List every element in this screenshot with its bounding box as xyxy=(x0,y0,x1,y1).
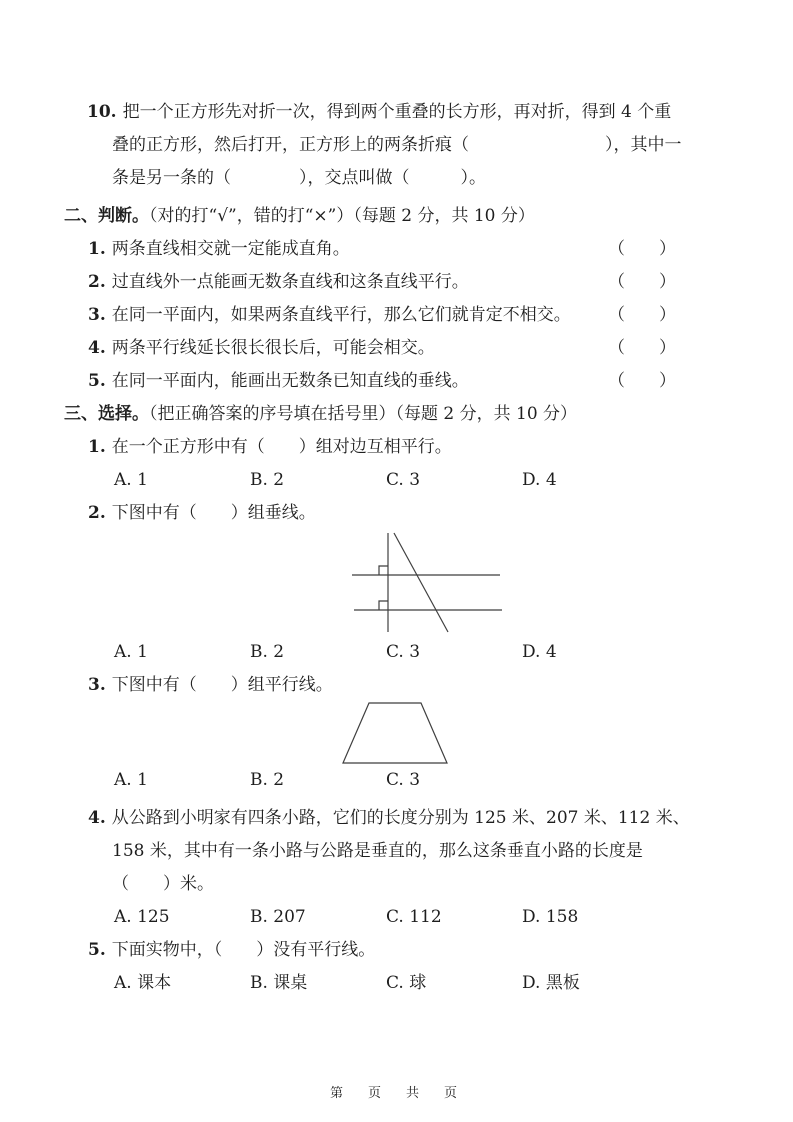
option-d: D. 黑板 xyxy=(522,973,580,993)
worksheet-content xyxy=(64,96,708,1000)
option-b: B. 2 xyxy=(250,642,285,662)
choice-question-1-text: 在一个正方形中有（ ）组对边互相平行。 xyxy=(111,437,452,457)
option-d: D. 4 xyxy=(522,642,557,662)
question-10-number: 10. xyxy=(87,102,117,122)
judge-item-3 xyxy=(64,299,708,332)
judge-section-header xyxy=(64,200,708,233)
option-a: A. 1 xyxy=(114,770,148,790)
judge-item-2 xyxy=(64,266,708,299)
option-b: B. 207 xyxy=(250,907,306,927)
choice-question-4-line-1 xyxy=(64,802,708,835)
option-b: B. 2 xyxy=(250,470,285,490)
choice-question-4-line-3: （ ）米。 xyxy=(112,874,214,894)
question-10-line-2: 叠的正方形，然后打开，正方形上的两条折痕（ ），其中一 xyxy=(112,135,682,155)
trapezoid-figure xyxy=(64,702,708,764)
choice-question-4-line-2: 158 米，其中有一条小路与公路是垂直的，那么这条垂直小路的长度是 xyxy=(112,841,643,861)
option-a: A. 1 xyxy=(114,642,148,662)
page-footer: 第 页 共 页 xyxy=(329,1086,463,1101)
judge-section-subtitle: （对的打“√”，错的打“×”）（每题 2 分，共 10 分） xyxy=(149,206,535,226)
perpendicular-lines-figure xyxy=(64,530,708,636)
choice-question-5-options xyxy=(64,967,708,1000)
choice-question-2-options xyxy=(64,636,708,669)
choice-question-2-text: 下图中有（ ）组垂线。 xyxy=(111,503,316,523)
choice-question-4 xyxy=(64,802,708,901)
choice-question-2 xyxy=(64,497,708,530)
judge-item-5-number: 5. xyxy=(88,371,106,391)
option-a: A. 125 xyxy=(114,907,170,927)
question-10-line-1 xyxy=(64,96,708,129)
option-c: C. 球 xyxy=(386,973,427,993)
choice-question-3-number: 3. xyxy=(88,675,106,695)
judge-item-2-text: 过直线外一点能画无数条直线和这条直线平行。 xyxy=(111,272,469,292)
option-a: A. 1 xyxy=(114,470,148,490)
option-d: D. 4 xyxy=(522,470,557,490)
trapezoid-diagram xyxy=(342,702,449,764)
judge-item-4-answer-blank: （ ） xyxy=(608,338,676,358)
judge-item-4-number: 4. xyxy=(88,338,106,358)
choice-question-4-options xyxy=(64,901,708,934)
choice-section-subtitle: （把正确答案的序号填在括号里）（每题 2 分，共 10 分） xyxy=(149,404,578,424)
option-b: B. 课桌 xyxy=(250,973,308,993)
option-a: A. 课本 xyxy=(114,973,172,993)
perpendicular-lines-diagram xyxy=(350,531,505,634)
question-10 xyxy=(64,96,708,195)
option-b: B. 2 xyxy=(250,770,285,790)
judge-item-3-text: 在同一平面内，如果两条直线平行，那么它们就肯定不相交。 xyxy=(111,305,571,325)
judge-item-4-text: 两条平行线延长很长很长后，可能会相交。 xyxy=(111,338,435,358)
option-c: C. 112 xyxy=(386,907,442,927)
choice-question-1 xyxy=(64,431,708,464)
option-c: C. 3 xyxy=(386,642,421,662)
choice-question-3-options xyxy=(64,764,708,797)
option-c: C. 3 xyxy=(386,770,421,790)
right-angle-mark-top xyxy=(379,566,388,575)
judge-item-1-number: 1. xyxy=(88,239,106,259)
judge-item-1-text: 两条直线相交就一定能成直角。 xyxy=(111,239,350,259)
right-angle-mark-bottom xyxy=(379,601,388,610)
judge-item-1-answer-blank: （ ） xyxy=(608,239,676,259)
judge-item-5 xyxy=(64,365,708,398)
choice-question-1-number: 1. xyxy=(88,437,106,457)
judge-item-2-answer-blank: （ ） xyxy=(608,272,676,292)
choice-question-4-text: 从公路到小明家有四条小路，它们的长度分别为 125 米、207 米、112 米、 xyxy=(111,808,690,828)
choice-section-title: 三、选择。 xyxy=(64,404,149,424)
judge-section-title: 二、判断。 xyxy=(64,206,149,226)
choice-question-2-number: 2. xyxy=(88,503,106,523)
choice-question-4-number: 4. xyxy=(88,808,106,828)
judge-item-4 xyxy=(64,332,708,365)
question-10-text: 把一个正方形先对折一次，得到两个重叠的长方形，再对折，得到 4 个重 xyxy=(122,102,672,122)
judge-item-2-number: 2. xyxy=(88,272,106,292)
question-10-line-3: 条是另一条的（ ），交点叫做（ ）。 xyxy=(112,168,486,188)
choice-question-1-options xyxy=(64,464,708,497)
judge-item-5-text: 在同一平面内，能画出无数条已知直线的垂线。 xyxy=(111,371,469,391)
option-c: C. 3 xyxy=(386,470,421,490)
choice-section-header xyxy=(64,398,708,431)
judge-item-5-answer-blank: （ ） xyxy=(608,371,676,391)
choice-question-5-text: 下面实物中，（ ）没有平行线。 xyxy=(111,940,376,960)
choice-question-5 xyxy=(64,934,708,967)
option-d: D. 158 xyxy=(522,907,579,927)
choice-question-3-text: 下图中有（ ）组平行线。 xyxy=(111,675,333,695)
choice-question-5-number: 5. xyxy=(88,940,106,960)
judge-item-3-number: 3. xyxy=(88,305,106,325)
choice-question-3 xyxy=(64,669,708,702)
judge-item-3-answer-blank: （ ） xyxy=(608,305,676,325)
judge-item-1 xyxy=(64,233,708,266)
